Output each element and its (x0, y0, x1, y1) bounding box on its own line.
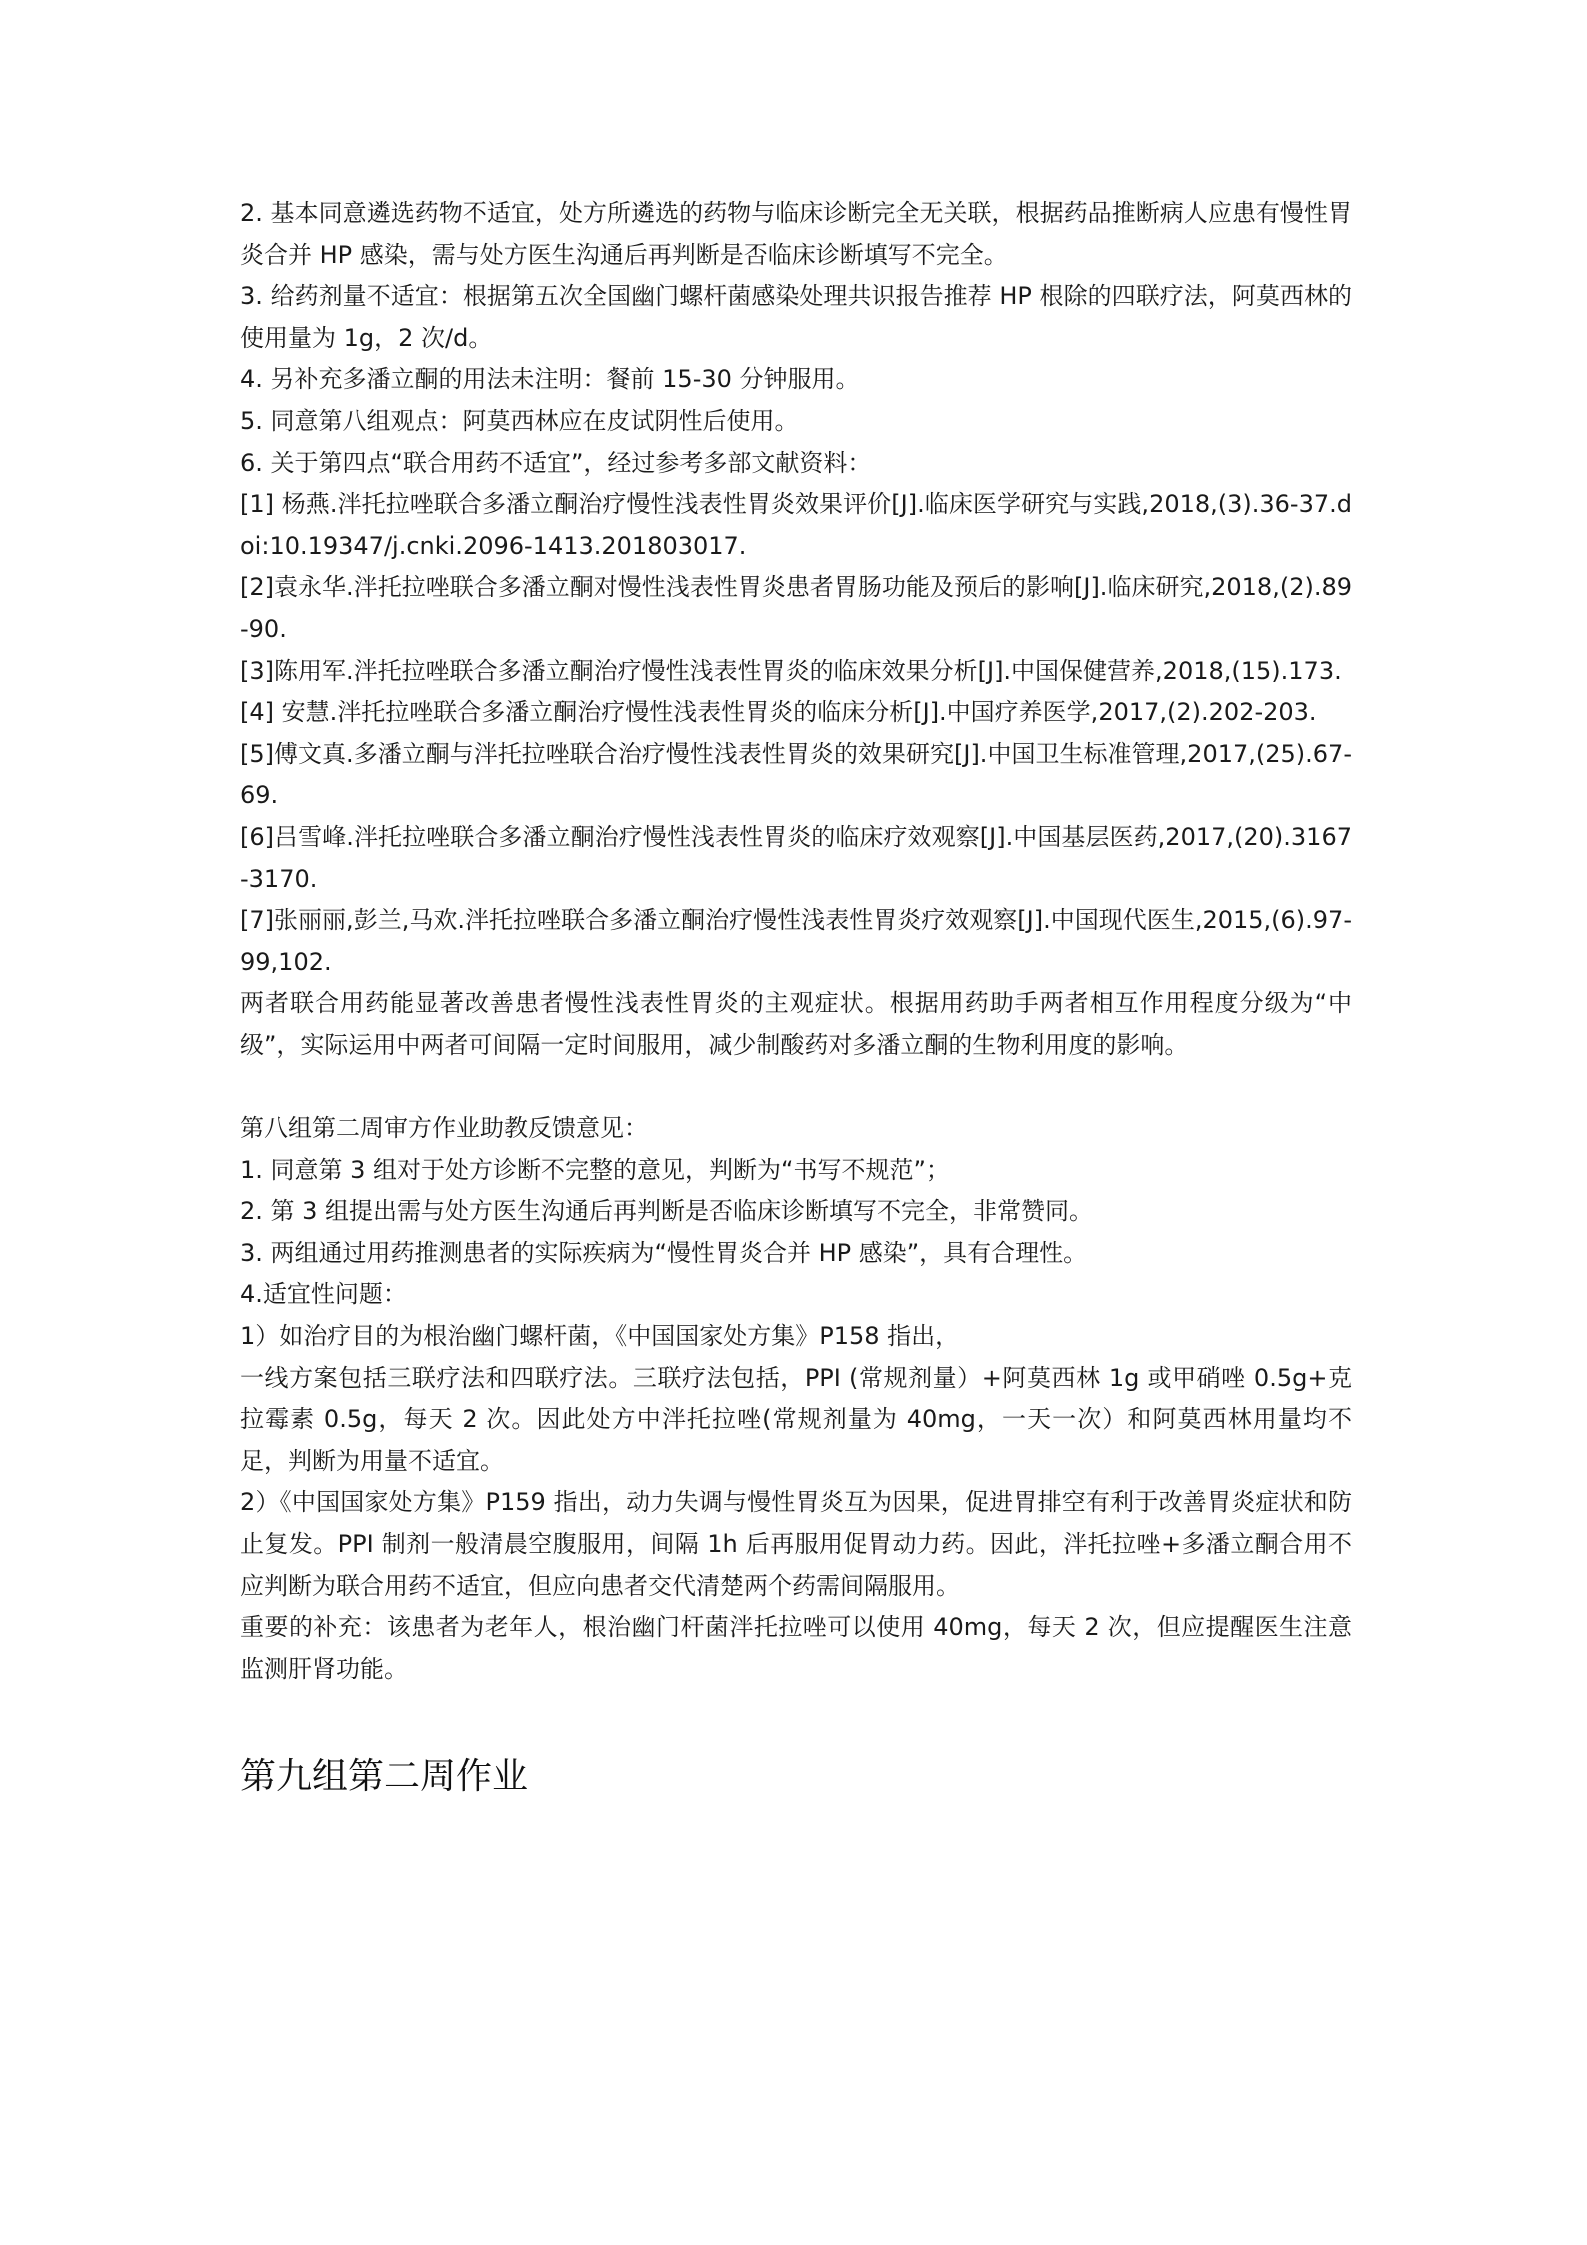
point-3: 3. 给药剂量不适宜：根据第五次全国幽门螺杆菌感染处理共识报告推荐 HP 根除的四联疗法，阿莫西林的使用量为 1g，2 次/d。 (240, 282, 1352, 352)
blank-line (240, 1690, 1352, 1752)
reference-7: [7]张丽丽,彭兰,马欢.泮托拉唑联合多潘立酮治疗慢性浅表性胃炎疗效观察[J].中国现代医生,2015,(6).97-99,102. (240, 906, 1352, 976)
feedback-item-4-2: 2）《中国国家处方集》P159 指出，动力失调与慢性胃炎互为因果，促进胃排空有利于改善胃炎症状和防止复发。PPI 制剂一般清晨空腹服用，间隔 1h 后再服用促胃动力药。因此，泮托拉唑+多潘立酮合用不应判断为联合用药不适宜，但应向患者交代清楚两个药需间隔服用。 (240, 1488, 1352, 1600)
feedback-item-3: 3. 两组通过用药推测患者的实际疾病为“慢性胃炎合并 HP 感染”，具有合理性。 (240, 1238, 1088, 1267)
feedback-item-1: 1. 同意第 3 组对于处方诊断不完整的意见，判断为“书写不规范”； (240, 1155, 950, 1184)
reference-1: [1] 杨燕.泮托拉唑联合多潘立酮治疗慢性浅表性胃炎效果评价[J].临床医学研究与实践,2018,(3).36-37.doi:10.19347/j.cnki.2096-1413.201803017. (240, 490, 1352, 560)
reference-4: [4] 安慧.泮托拉唑联合多潘立酮治疗慢性浅表性胃炎的临床分析[J].中国疗养医学,2017,(2).202-203. (240, 698, 1317, 727)
feedback-item-2: 2. 第 3 组提出需与处方医生沟通后再判断是否临床诊断填写不完全，非常赞同。 (240, 1197, 1094, 1226)
feedback-important-note: 重要的补充：该患者为老年人，根治幽门杆菌泮托拉唑可以使用 40mg，每天 2 次，但应提醒医生注意监测肝肾功能。 (240, 1613, 1352, 1683)
point-4: 4. 另补充多潘立酮的用法未注明：餐前 15-30 分钟服用。 (240, 365, 860, 394)
blank-line (240, 1066, 1352, 1108)
document-page (240, 193, 1352, 1802)
conclusion-paragraph: 两者联合用药能显著改善患者慢性浅表性胃炎的主观症状。根据用药助手两者相互作用程度分级为“中级”，实际运用中两者可间隔一定时间服用，减少制酸药对多潘立酮的生物利用度的影响。 (240, 989, 1352, 1059)
point-5: 5. 同意第八组观点：阿莫西林应在皮试阴性后使用。 (240, 406, 799, 435)
feedback-item-4-1: 1）如治疗目的为根治幽门螺杆菌，《中国国家处方集》P158 指出， (240, 1322, 960, 1351)
reference-3: [3]陈用军.泮托拉唑联合多潘立酮治疗慢性浅表性胃炎的临床效果分析[J].中国保健营养,2018,(15).173. (240, 656, 1342, 685)
feedback-title: 第八组第二周审方作业助教反馈意见： (240, 1114, 648, 1143)
feedback-item-4: 4.适宜性问题： (240, 1280, 407, 1309)
section-heading: 第九组第二周作业 (240, 1756, 529, 1798)
feedback-item-4-1-detail: 一线方案包括三联疗法和四联疗法。三联疗法包括，PPI (常规剂量）+阿莫西林 1g 或甲硝唑 0.5g+克拉霉素 0.5g，每天 2 次。因此处方中泮托拉唑(常规剂量为 40mg，一天一次）和阿莫西林用量均不足，判断为用量不适宜。 (240, 1363, 1352, 1475)
reference-2: [2]袁永华.泮托拉唑联合多潘立酮对慢性浅表性胃炎患者胃肠功能及预后的影响[J].临床研究,2018,(2).89-90. (240, 573, 1352, 643)
reference-6: [6]吕雪峰.泮托拉唑联合多潘立酮治疗慢性浅表性胃炎的临床疗效观察[J].中国基层医药,2017,(20).3167-3170. (240, 822, 1352, 893)
reference-5: [5]傅文真.多潘立酮与泮托拉唑联合治疗慢性浅表性胃炎的效果研究[J].中国卫生标准管理,2017,(25).67-69. (240, 739, 1352, 810)
point-6: 6. 关于第四点“联合用药不适宜”，经过参考多部文献资料： (240, 448, 872, 477)
point-2: 2. 基本同意遴选药物不适宜，处方所遴选的药物与临床诊断完全无关联，根据药品推断病人应患有慢性胃炎合并 HP 感染，需与处方医生沟通后再判断是否临床诊断填写不完全。 (240, 199, 1352, 269)
